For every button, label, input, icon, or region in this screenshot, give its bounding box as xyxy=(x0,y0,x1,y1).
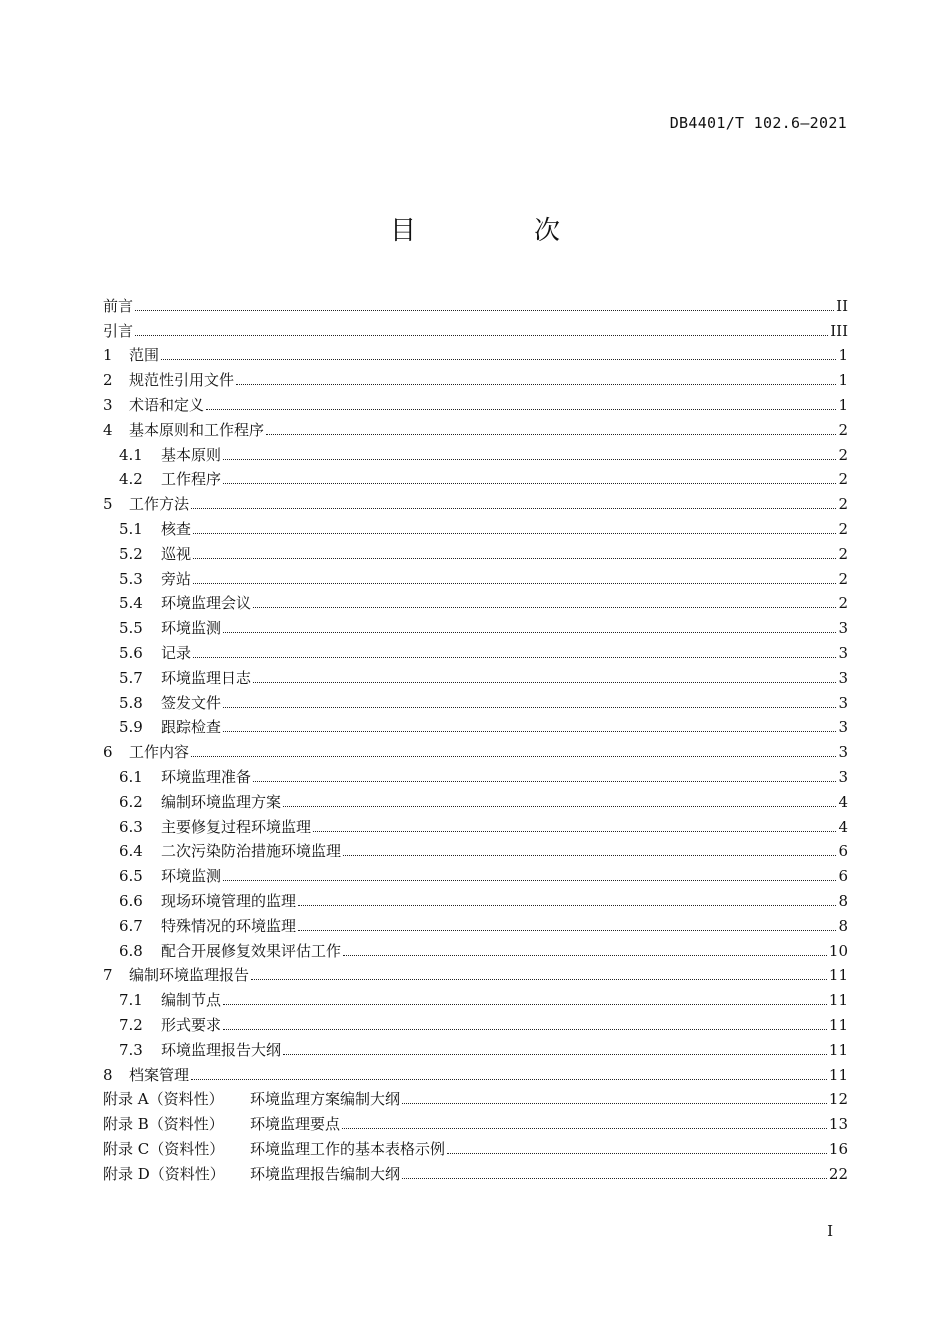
toc-entry-label: 环境监理报告编制大纲 xyxy=(250,1164,401,1183)
toc-entry-number: 4.2 xyxy=(119,470,143,489)
toc-entry-number: 3 xyxy=(103,395,113,414)
toc-entry-number: 附录 C（资料性） xyxy=(103,1139,225,1158)
toc-entry-label: 编制环境监理方案 xyxy=(161,792,282,811)
toc-entry-page: 2 xyxy=(838,519,848,538)
toc-entry-title xyxy=(103,618,221,638)
toc-entry[interactable] xyxy=(103,539,848,564)
toc-entry-number: 5.7 xyxy=(119,668,143,687)
toc-entry-label: 编制节点 xyxy=(161,991,222,1010)
toc-entry-page: 2 xyxy=(838,569,848,588)
toc-entry-page: 3 xyxy=(838,619,848,638)
toc-entry[interactable] xyxy=(103,613,848,638)
toc-entry[interactable] xyxy=(103,1035,848,1060)
toc-entry-label: 二次污染防治措施环境监理 xyxy=(161,842,342,861)
toc-entry[interactable] xyxy=(103,837,848,862)
toc-entry-label: 环境监理日志 xyxy=(161,668,252,687)
toc-entry-number: 5.2 xyxy=(119,544,143,563)
toc-entry-label: 跟踪检查 xyxy=(161,718,222,737)
dot-leader xyxy=(223,879,836,881)
toc-entry-label: 工作程序 xyxy=(161,470,222,489)
toc-entry-title xyxy=(103,767,251,787)
toc-entry-title xyxy=(103,469,221,489)
toc-entry-page: 8 xyxy=(838,891,848,910)
toc-entry-label: 配合开展修复效果评估工作 xyxy=(161,941,342,960)
toc-entry-page: 2 xyxy=(838,420,848,439)
toc-entry-label: 前言 xyxy=(103,296,134,315)
dot-leader xyxy=(251,978,827,980)
toc-entry-number: 附录 D（资料性） xyxy=(103,1164,225,1183)
toc-entry-page: 3 xyxy=(838,643,848,662)
dot-leader xyxy=(193,532,836,534)
dot-leader xyxy=(223,706,836,708)
dot-leader xyxy=(223,458,836,460)
toc-entry-page: 3 xyxy=(838,693,848,712)
dot-leader xyxy=(135,309,834,311)
toc-entry-title xyxy=(103,1114,340,1134)
toc-entry-title xyxy=(103,693,221,713)
toc-entry-label: 档案管理 xyxy=(129,1065,190,1084)
toc-entry-number: 5.1 xyxy=(119,519,143,538)
toc-entry-number: 2 xyxy=(103,371,113,390)
toc-entry-title xyxy=(103,990,221,1010)
toc-entry-title xyxy=(103,321,133,341)
toc-entry[interactable] xyxy=(103,1085,848,1110)
toc-entry-title xyxy=(103,643,191,663)
toc-entry-page: 11 xyxy=(828,966,848,985)
standard-code: DB4401/T 102.6—2021 xyxy=(669,114,847,132)
dot-leader xyxy=(191,507,836,509)
toc-entry-number: 7.2 xyxy=(119,1015,143,1034)
toc-entry[interactable] xyxy=(103,365,848,390)
toc-entry-page: 22 xyxy=(828,1164,848,1183)
page-number: I xyxy=(827,1222,833,1240)
toc-entry-label: 基本原则和工作程序 xyxy=(129,420,265,439)
dot-leader xyxy=(253,606,836,608)
toc-entry-number: 1 xyxy=(103,346,113,365)
toc-entry-title xyxy=(103,717,221,737)
toc-entry-title xyxy=(103,296,133,316)
toc-entry-title xyxy=(103,941,341,961)
toc-entry-label: 环境监测 xyxy=(161,867,222,886)
toc-entry-label: 环境监理准备 xyxy=(161,767,252,786)
toc-entry-title xyxy=(103,866,221,886)
toc-entry[interactable] xyxy=(103,663,848,688)
toc-entry-label: 范围 xyxy=(129,346,160,365)
toc-entry-label: 工作内容 xyxy=(129,743,190,762)
toc-entry[interactable] xyxy=(103,415,848,440)
toc-entry-label: 签发文件 xyxy=(161,693,222,712)
toc-entry-label: 记录 xyxy=(161,643,192,662)
toc-entry-page: 16 xyxy=(828,1139,848,1158)
dot-leader xyxy=(223,1028,827,1030)
toc-entry[interactable] xyxy=(103,985,848,1010)
toc-entry-page: 2 xyxy=(838,470,848,489)
toc-entry[interactable] xyxy=(103,787,848,812)
toc-entry-title xyxy=(103,1065,189,1085)
dot-leader xyxy=(283,1053,827,1055)
dot-leader xyxy=(298,904,836,906)
toc-entry[interactable] xyxy=(103,1109,848,1134)
dot-leader xyxy=(298,929,836,931)
toc-entry[interactable] xyxy=(103,291,848,316)
toc-entry-page: 6 xyxy=(838,867,848,886)
toc-entry[interactable] xyxy=(103,861,848,886)
toc-entry-label: 术语和定义 xyxy=(129,395,205,414)
toc-entry-label: 环境监理方案编制大纲 xyxy=(250,1090,401,1109)
toc-entry-label: 工作方法 xyxy=(129,495,190,514)
toc-entry-number: 6.2 xyxy=(119,792,143,811)
toc-entry-page: II xyxy=(836,296,848,315)
toc-entry-title xyxy=(103,1164,400,1184)
toc-entry-number: 附录 A（资料性） xyxy=(103,1090,224,1109)
toc-entry-title xyxy=(103,742,189,762)
dot-leader xyxy=(313,830,836,832)
toc-entry-title xyxy=(103,420,264,440)
dot-leader xyxy=(283,805,836,807)
toc-entry-page: 4 xyxy=(838,792,848,811)
toc-entry-title xyxy=(103,345,159,365)
toc-entry-number: 6.5 xyxy=(119,867,143,886)
dot-leader xyxy=(402,1102,827,1104)
toc-entry[interactable] xyxy=(103,737,848,762)
toc-entry[interactable] xyxy=(103,489,848,514)
toc-entry-page: 10 xyxy=(828,941,848,960)
dot-leader xyxy=(266,433,836,435)
dot-leader xyxy=(253,681,836,683)
dot-leader xyxy=(223,631,836,633)
toc-entry-number: 6.4 xyxy=(119,842,143,861)
toc-entry-page: 13 xyxy=(828,1115,848,1134)
toc-entry[interactable] xyxy=(103,564,848,589)
dot-leader xyxy=(161,358,836,360)
toc-entry[interactable] xyxy=(103,390,848,415)
toc-entry-title xyxy=(103,1089,400,1109)
toc-entry-page: 11 xyxy=(828,1015,848,1034)
dot-leader xyxy=(253,780,836,782)
toc-entry-title xyxy=(103,817,311,837)
toc-entry-title xyxy=(103,370,234,390)
toc-entry-page: 11 xyxy=(828,1065,848,1084)
table-of-contents xyxy=(103,291,848,1184)
toc-entry-page: 3 xyxy=(838,743,848,762)
toc-entry-title xyxy=(103,569,191,589)
toc-entry-number: 6.7 xyxy=(119,916,143,935)
toc-entry-title xyxy=(103,445,221,465)
toc-entry-page: 12 xyxy=(828,1090,848,1109)
toc-entry-page: III xyxy=(830,321,848,340)
toc-entry-label: 引言 xyxy=(103,321,134,340)
toc-entry-page: 3 xyxy=(838,668,848,687)
toc-entry-title xyxy=(103,1015,221,1035)
toc-entry-label: 环境监理会议 xyxy=(161,594,252,613)
toc-entry-number: 5.8 xyxy=(119,693,143,712)
dot-leader xyxy=(447,1152,827,1154)
toc-entry-number: 5.5 xyxy=(119,619,143,638)
toc-entry[interactable] xyxy=(103,465,848,490)
toc-entry-page: 11 xyxy=(828,1040,848,1059)
toc-entry-label: 基本原则 xyxy=(161,445,222,464)
toc-entry-label: 旁站 xyxy=(161,569,192,588)
toc-entry[interactable] xyxy=(103,812,848,837)
toc-entry-page: 2 xyxy=(838,594,848,613)
toc-entry-label: 巡视 xyxy=(161,544,192,563)
toc-entry-title xyxy=(103,593,251,613)
toc-entry-title xyxy=(103,792,281,812)
toc-entry-page: 3 xyxy=(838,767,848,786)
toc-entry-number: 5 xyxy=(103,495,113,514)
dot-leader xyxy=(206,408,836,410)
toc-entry[interactable] xyxy=(103,911,848,936)
dot-leader xyxy=(223,730,836,732)
dot-leader xyxy=(236,383,836,385)
toc-entry-number: 5.3 xyxy=(119,569,143,588)
toc-entry-label: 主要修复过程环境监理 xyxy=(161,817,312,836)
toc-entry[interactable] xyxy=(103,713,848,738)
toc-entry-page: 2 xyxy=(838,544,848,563)
toc-entry[interactable] xyxy=(103,1010,848,1035)
toc-entry-page: 11 xyxy=(828,991,848,1010)
toc-entry[interactable] xyxy=(103,440,848,465)
toc-entry-label: 核查 xyxy=(161,519,192,538)
dot-leader xyxy=(135,334,828,336)
toc-entry-title xyxy=(103,916,296,936)
toc-entry-label: 环境监理要点 xyxy=(250,1115,341,1134)
toc-entry-page: 1 xyxy=(838,395,848,414)
dot-leader xyxy=(191,755,836,757)
toc-entry-title xyxy=(103,841,341,861)
toc-entry-page: 8 xyxy=(838,916,848,935)
toc-entry-page: 1 xyxy=(838,346,848,365)
toc-entry[interactable] xyxy=(103,514,848,539)
toc-entry-label: 规范性引用文件 xyxy=(129,371,235,390)
toc-entry-label: 环境监理工作的基本表格示例 xyxy=(250,1139,446,1158)
toc-entry-page: 3 xyxy=(838,718,848,737)
toc-entry-number: 附录 B（资料性） xyxy=(103,1115,224,1134)
toc-entry-label: 形式要求 xyxy=(161,1015,222,1034)
toc-entry-number: 5.6 xyxy=(119,643,143,662)
toc-entry-page: 4 xyxy=(838,817,848,836)
dot-leader xyxy=(193,557,836,559)
toc-entry-number: 6.3 xyxy=(119,817,143,836)
toc-entry-label: 编制环境监理报告 xyxy=(129,966,250,985)
toc-entry[interactable] xyxy=(103,638,848,663)
toc-entry[interactable] xyxy=(103,1159,848,1184)
toc-entry[interactable] xyxy=(103,589,848,614)
toc-entry-number: 5.9 xyxy=(119,718,143,737)
toc-entry[interactable] xyxy=(103,886,848,911)
toc-entry[interactable] xyxy=(103,961,848,986)
toc-entry-title xyxy=(103,668,251,688)
toc-entry-title xyxy=(103,395,204,415)
toc-entry-title xyxy=(103,1139,445,1159)
toc-entry-page: 2 xyxy=(838,495,848,514)
toc-entry-page: 2 xyxy=(838,445,848,464)
toc-entry-title xyxy=(103,494,189,514)
toc-entry-number: 4.1 xyxy=(119,445,143,464)
toc-entry[interactable] xyxy=(103,762,848,787)
toc-entry-title xyxy=(103,891,296,911)
toc-entry-number: 7.1 xyxy=(119,991,143,1010)
toc-entry-label: 环境监测 xyxy=(161,619,222,638)
toc-entry-label: 环境监理报告大纲 xyxy=(161,1040,282,1059)
toc-entry[interactable] xyxy=(103,1060,848,1085)
toc-entry-number: 8 xyxy=(103,1065,113,1084)
toc-entry[interactable] xyxy=(103,688,848,713)
toc-entry-number: 6.1 xyxy=(119,767,143,786)
toc-entry-title xyxy=(103,544,191,564)
toc-entry[interactable] xyxy=(103,316,848,341)
toc-entry[interactable] xyxy=(103,1134,848,1159)
toc-entry-number: 7.3 xyxy=(119,1040,143,1059)
dot-leader xyxy=(191,1078,827,1080)
toc-entry-title xyxy=(103,519,191,539)
toc-entry-number: 4 xyxy=(103,420,113,439)
dot-leader xyxy=(193,582,836,584)
toc-entry-title xyxy=(103,965,249,985)
dot-leader xyxy=(223,1003,827,1005)
toc-entry-page: 1 xyxy=(838,371,848,390)
toc-entry-page: 6 xyxy=(838,842,848,861)
dot-leader xyxy=(342,1127,827,1129)
toc-entry[interactable] xyxy=(103,341,848,366)
toc-entry-number: 7 xyxy=(103,966,113,985)
dot-leader xyxy=(193,656,836,658)
page-title: 目 次 xyxy=(389,216,606,246)
dot-leader xyxy=(223,482,836,484)
toc-entry-label: 特殊情况的环境监理 xyxy=(161,916,297,935)
dot-leader xyxy=(343,854,836,856)
dot-leader xyxy=(343,954,827,956)
toc-entry-title xyxy=(103,1040,281,1060)
toc-entry-number: 6 xyxy=(103,743,113,762)
toc-entry[interactable] xyxy=(103,936,848,961)
toc-entry-number: 6.6 xyxy=(119,891,143,910)
toc-entry-number: 5.4 xyxy=(119,594,143,613)
dot-leader xyxy=(402,1177,827,1179)
toc-entry-number: 6.8 xyxy=(119,941,143,960)
toc-entry-label: 现场环境管理的监理 xyxy=(161,891,297,910)
